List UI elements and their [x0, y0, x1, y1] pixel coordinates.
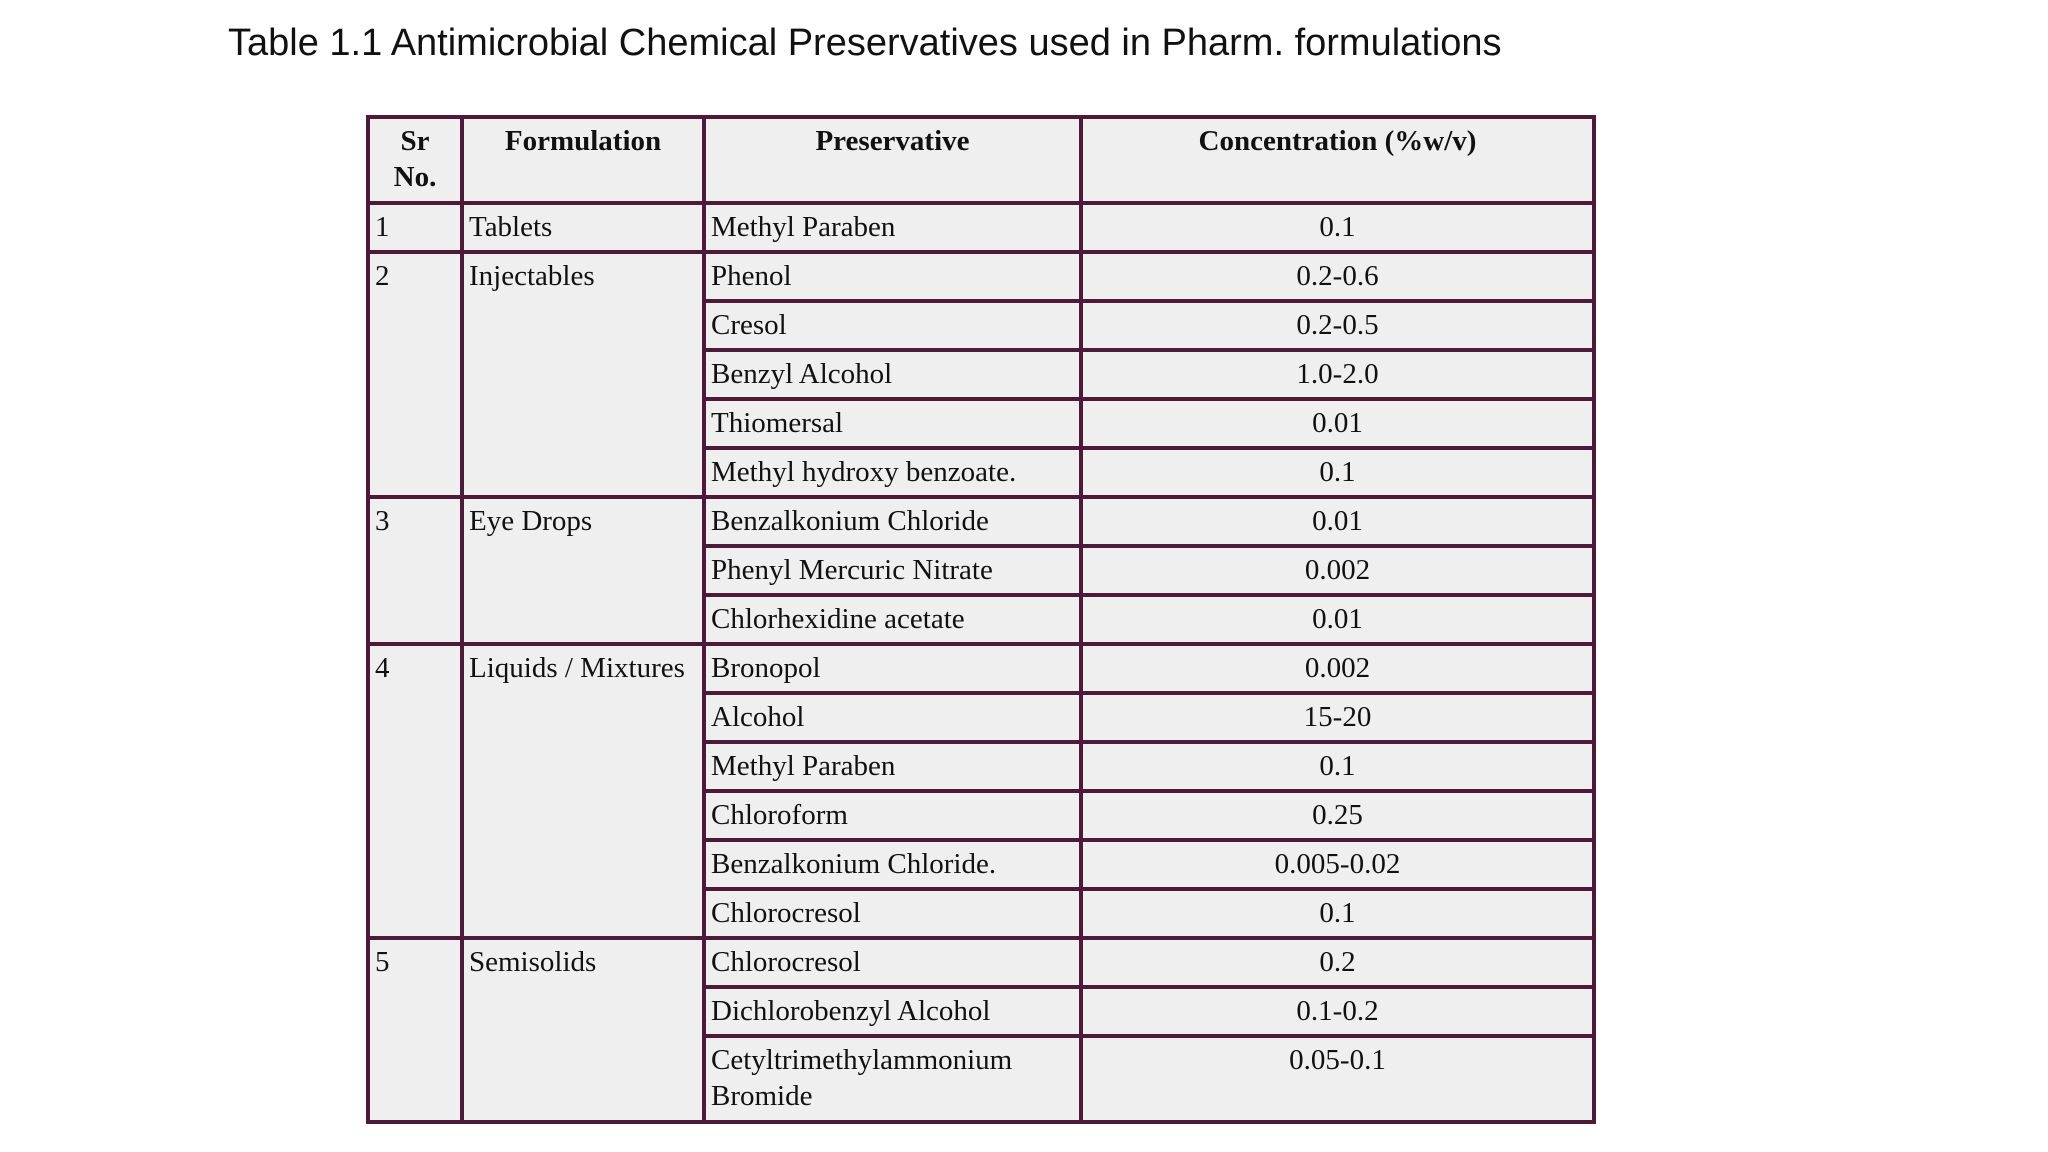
table-row — [368, 644, 1594, 693]
header-sr-line1: Sr — [400, 125, 430, 157]
table-row — [368, 203, 1594, 252]
sr-no-cell: 3 — [368, 497, 462, 644]
concentration-cell: 0.1 — [1081, 203, 1594, 252]
concentration-cell: 0.1 — [1081, 889, 1594, 938]
header-sr-line2: No. — [393, 161, 437, 193]
sr-no-cell: 1 — [368, 203, 462, 252]
header-preservative: Preservative — [704, 117, 1081, 203]
concentration-cell: 0.2-0.5 — [1081, 301, 1594, 350]
table-row — [368, 497, 1594, 546]
concentration-cell: 0.002 — [1081, 644, 1594, 693]
formulation-cell: Eye Drops — [462, 497, 704, 644]
preservative-cell: Alcohol — [704, 693, 1081, 742]
preservative-cell: Thiomersal — [704, 399, 1081, 448]
page-title: Table 1.1 Antimicrobial Chemical Preservatives used in Pharm. formulations — [228, 22, 1502, 64]
concentration-cell: 0.01 — [1081, 497, 1594, 546]
preservative-cell: Methyl hydroxy benzoate. — [704, 448, 1081, 497]
preservative-cell: Benzalkonium Chloride — [704, 497, 1081, 546]
concentration-cell: 0.01 — [1081, 595, 1594, 644]
header-row — [368, 117, 1594, 203]
concentration-cell: 0.2 — [1081, 938, 1594, 987]
preservative-cell: Phenol — [704, 252, 1081, 301]
preservative-cell: Bronopol — [704, 644, 1081, 693]
sr-no-cell: 4 — [368, 644, 462, 938]
table-row — [368, 938, 1594, 987]
preservative-cell: Cetyltrimethylammonium Bromide — [704, 1036, 1081, 1122]
concentration-cell: 0.2-0.6 — [1081, 252, 1594, 301]
concentration-cell: 0.01 — [1081, 399, 1594, 448]
preservative-cell: Methyl Paraben — [704, 742, 1081, 791]
concentration-cell: 0.1-0.2 — [1081, 987, 1594, 1036]
sr-no-cell: 2 — [368, 252, 462, 497]
sr-no-cell: 5 — [368, 938, 462, 1122]
table-body — [368, 203, 1594, 1122]
preservative-cell: Chlorhexidine acetate — [704, 595, 1081, 644]
concentration-cell: 0.25 — [1081, 791, 1594, 840]
preservative-cell: Chlorocresol — [704, 938, 1081, 987]
concentration-cell: 1.0-2.0 — [1081, 350, 1594, 399]
preservative-cell: Methyl Paraben — [704, 203, 1081, 252]
concentration-cell: 0.005-0.02 — [1081, 840, 1594, 889]
concentration-cell: 0.002 — [1081, 546, 1594, 595]
preservative-cell: Chlorocresol — [704, 889, 1081, 938]
formulation-cell: Semisolids — [462, 938, 704, 1122]
preservative-cell: Dichlorobenzyl Alcohol — [704, 987, 1081, 1036]
preservative-cell: Cresol — [704, 301, 1081, 350]
preservative-cell: Benzyl Alcohol — [704, 350, 1081, 399]
header-formulation: Formulation — [462, 117, 704, 203]
formulation-cell: Liquids / Mixtures — [462, 644, 704, 938]
table-row — [368, 252, 1594, 301]
concentration-cell: 0.1 — [1081, 742, 1594, 791]
concentration-cell: 0.1 — [1081, 448, 1594, 497]
formulation-cell: Tablets — [462, 203, 704, 252]
header-concentration: Concentration (%w/v) — [1081, 117, 1594, 203]
formulation-cell: Injectables — [462, 252, 704, 497]
preservatives-table — [366, 115, 1596, 1124]
preservative-cell: Phenyl Mercuric Nitrate — [704, 546, 1081, 595]
preservative-cell: Chloroform — [704, 791, 1081, 840]
concentration-cell: 0.05-0.1 — [1081, 1036, 1594, 1122]
preservative-cell: Benzalkonium Chloride. — [704, 840, 1081, 889]
header-sr-no — [368, 117, 462, 203]
concentration-cell: 15-20 — [1081, 693, 1594, 742]
